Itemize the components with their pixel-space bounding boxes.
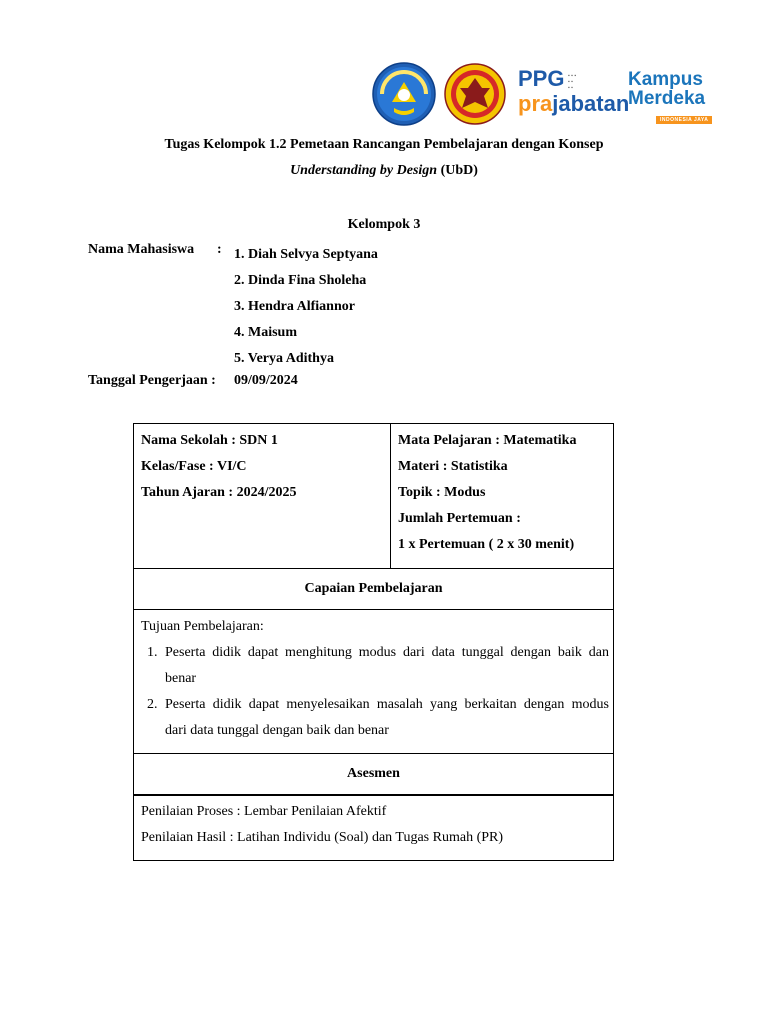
lesson-plan-table	[133, 423, 614, 861]
indonesia-jaya-badge: INDONESIA JAYA	[656, 116, 712, 124]
identity-left-cell	[134, 424, 391, 568]
jabatan-text: jabatan	[552, 91, 630, 116]
student-item: 2. Dinda Fina Sholeha	[234, 273, 367, 288]
school-year: Tahun Ajaran : 2024/2025	[141, 485, 297, 500]
document-subtitle	[0, 163, 768, 179]
students-separator: :	[217, 242, 222, 257]
identity-row	[134, 424, 613, 569]
kampus-merdeka-logo	[628, 69, 718, 123]
material: Materi : Statistika	[398, 459, 508, 474]
tujuan-list	[141, 640, 609, 744]
tujuan-text-line: dari data tunggal dengan baik dan benar	[165, 723, 389, 738]
tujuan-text-line: Peserta didik dapat menyelesaikan masalah yang berkaitan dengan modus	[165, 697, 609, 712]
merdeka-text: Merdeka	[628, 88, 706, 109]
tujuan-number: 2.	[147, 697, 158, 712]
header-logos	[372, 62, 718, 122]
subtitle-italic: Understanding by Design	[290, 163, 438, 178]
universitas-lambung-mangkurat-logo	[444, 62, 506, 126]
school-name: Nama Sekolah : SDN 1	[141, 433, 278, 448]
meeting-count-value: 1 x Pertemuan ( 2 x 30 menit)	[398, 537, 575, 552]
asesmen-item: Penilaian Proses : Lembar Penilaian Afektif	[141, 804, 387, 819]
identity-right-cell	[398, 428, 576, 558]
tujuan-label: Tujuan Pembelajaran:	[141, 619, 264, 634]
student-item: 3. Hendra Alfiannor	[234, 299, 355, 314]
student-item: 1. Diah Selvya Septyana	[234, 247, 378, 262]
asesmen-item: Penilaian Hasil : Latihan Individu (Soal) dan Tugas Rumah (PR)	[141, 830, 504, 845]
asesmen-header: Asesmen	[134, 754, 613, 796]
students-label: Nama Mahasiswa	[88, 242, 195, 257]
document-title: Tugas Kelompok 1.2 Pemetaan Rancangan Pembelajaran dengan Konsep	[164, 137, 604, 152]
subject: Mata Pelajaran : Matematika	[398, 433, 577, 448]
tujuan-item	[141, 640, 609, 692]
topic: Topik : Modus	[398, 485, 486, 500]
ppg-text: PPG	[518, 66, 565, 91]
tujuan-number: 1.	[147, 645, 158, 660]
capaian-header: Capaian Pembelajaran	[134, 569, 613, 610]
pra-text: pra	[518, 91, 553, 116]
class-phase: Kelas/Fase : VI/C	[141, 459, 247, 474]
tujuan-cell	[134, 610, 613, 754]
student-item: 5. Verya Adithya	[234, 351, 334, 366]
students-list	[234, 242, 378, 372]
tut-wuri-handayani-logo	[372, 62, 436, 126]
tujuan-text-line: Peserta didik dapat menghitung modus dari data tunggal dengan baik dan	[165, 645, 609, 660]
date-label: Tanggal Pengerjaan :	[88, 373, 216, 388]
tujuan-text-line: benar	[165, 671, 197, 686]
date-value: 09/09/2024	[234, 373, 298, 388]
asesmen-cell	[134, 796, 613, 860]
group-name: Kelompok 3	[347, 217, 421, 232]
student-item: 4. Maisum	[234, 325, 297, 340]
tujuan-item	[141, 692, 609, 744]
subtitle-rest: (UbD)	[437, 163, 478, 178]
meeting-count-label: Jumlah Pertemuan :	[398, 511, 521, 526]
ppg-prajabatan-logo: PPG ▪ ▪ ▪ ▪ ▪ ▪ ▪ prajabatan	[518, 66, 630, 116]
kampus-text: Kampus	[628, 69, 703, 90]
